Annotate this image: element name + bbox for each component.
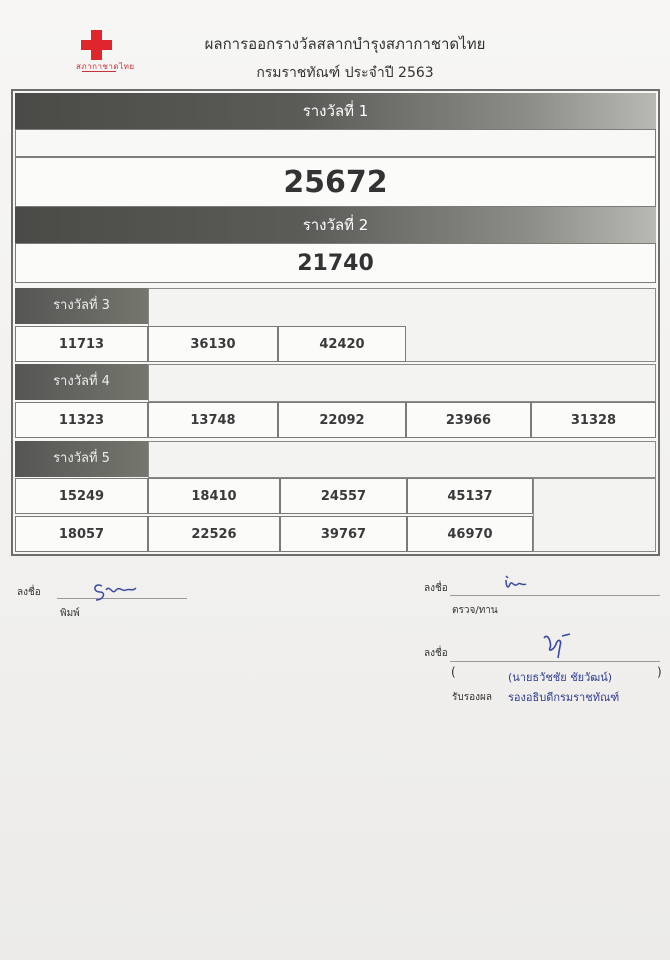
document-title: ผลการออกรางวัลสลากบำรุงสภากาชาดไทย xyxy=(204,35,486,53)
prize3-number: 11713 xyxy=(15,326,148,362)
prize5-number: 18410 xyxy=(148,478,280,514)
checker-sign-label: ลงชื่อ xyxy=(424,583,448,594)
prize5-number: 15249 xyxy=(15,478,148,514)
prize1-header: รางวัลที่ 1 xyxy=(15,93,656,129)
prize3-number: 42420 xyxy=(278,326,406,362)
prize4-number: 23966 xyxy=(406,402,531,438)
prize5-number: 45137 xyxy=(407,478,533,514)
certifier-paren-open: ( xyxy=(451,665,456,679)
prize2-number-row xyxy=(15,243,656,283)
prize4-number: 13748 xyxy=(148,402,278,438)
logo-text: สภากาชาดไทย xyxy=(76,62,135,71)
prize3-header: รางวัลที่ 3 xyxy=(15,288,148,324)
prize5-number: 39767 xyxy=(280,516,407,552)
prize5-number: 22526 xyxy=(148,516,280,552)
logo-underline xyxy=(82,71,116,72)
prize5-number: 46970 xyxy=(407,516,533,552)
prize4-number: 11323 xyxy=(15,402,148,438)
prize5-header: รางวัลที่ 5 xyxy=(15,441,148,477)
prize1-spacer-row xyxy=(15,129,656,157)
checker-role: ตรวจ/ทาน xyxy=(452,605,498,616)
prize3-number: 36130 xyxy=(148,326,278,362)
prize2-number: 21740 xyxy=(297,251,374,276)
prize4-number: 31328 xyxy=(531,402,656,438)
document-subtitle: กรมราชทัณฑ์ ประจำปี 2563 xyxy=(256,65,434,81)
checker-sign-line xyxy=(450,595,660,596)
prize4-number: 22092 xyxy=(278,402,406,438)
prize1-number: 25672 xyxy=(283,165,388,200)
certifier-role: รับรองผล xyxy=(452,692,492,703)
checker-signature xyxy=(500,572,530,594)
red-cross-logo xyxy=(76,30,135,74)
prize4-empty-area xyxy=(148,364,656,402)
typist-role: พิมพ์ xyxy=(60,608,80,619)
prize5-number: 24557 xyxy=(280,478,407,514)
prize5-empty-corner xyxy=(533,478,656,552)
typist-sign-label: ลงชื่อ xyxy=(17,587,41,598)
prize4-header: รางวัลที่ 4 xyxy=(15,364,148,400)
results-table xyxy=(11,89,660,556)
typist-signature xyxy=(92,580,140,604)
prize5-empty-area xyxy=(148,441,656,478)
certifier-title: รองอธิบดีกรมราชทัณฑ์ xyxy=(508,691,620,704)
prize5-number: 18057 xyxy=(15,516,148,552)
certifier-paren-close: ) xyxy=(657,665,662,679)
certifier-signature xyxy=(540,630,576,662)
certifier-name: (นายธวัชชัย ชัยวัฒน์) xyxy=(508,671,613,684)
red-cross-icon-horizontal xyxy=(81,40,112,50)
certifier-sign-label: ลงชื่อ xyxy=(424,648,448,659)
prize1-number-row xyxy=(15,157,656,207)
prize2-header: รางวัลที่ 2 xyxy=(15,207,656,243)
